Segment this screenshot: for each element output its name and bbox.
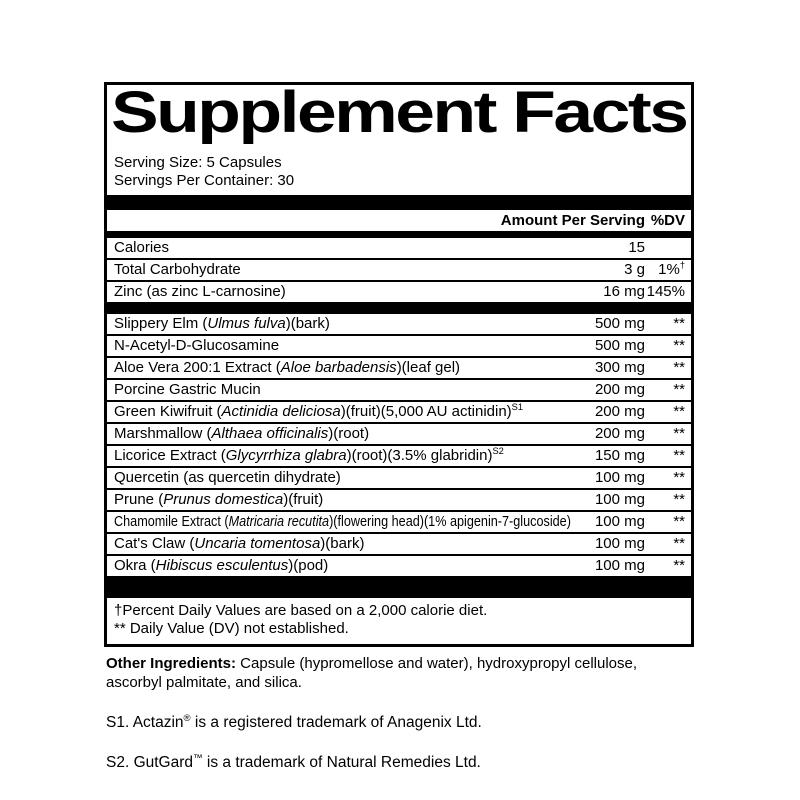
serving-size: Serving Size: 5 Capsules — [114, 154, 282, 171]
dv-column-header: %DV — [650, 212, 685, 229]
table-row — [107, 314, 691, 336]
other-ingredients-text: Capsule (hypromellose and water), hydroxypropyl cellulose, ascorbyl palmitate, and silica. — [106, 655, 638, 691]
servings-per-container: Servings Per Container: 30 — [114, 172, 295, 189]
ingredient-rows — [107, 314, 691, 578]
table-row — [107, 358, 691, 380]
table-row — [107, 424, 691, 446]
ingredient-name: Total Carbohydrate — [114, 261, 241, 278]
ingredient-amount: 100 mg — [594, 535, 645, 552]
footnote-divider-bar — [107, 578, 691, 598]
trademark-s2: S2. GutGard™ is a trademark of Natural Remedies Ltd. — [106, 752, 481, 771]
ingredient-amount: 100 mg — [594, 513, 645, 530]
ingredient-name: Calories — [114, 239, 170, 256]
ingredient-name: Aloe Vera 200:1 Extract (Aloe barbadensis)(leaf gel) — [114, 359, 461, 376]
ingredient-dv: ** — [673, 469, 685, 486]
table-header-row — [107, 210, 691, 231]
table-row — [107, 402, 691, 424]
ingredient-name: Slippery Elm (Ulmus fulva)(bark) — [114, 315, 330, 332]
ingredient-name: Green Kiwifruit (Actinidia deliciosa)(fruit)(5,000 AU actinidin)$^{S1}$ — [114, 402, 524, 420]
table-row — [107, 468, 691, 490]
ingredient-amount: 500 mg — [594, 315, 645, 332]
ingredient-amount: 200 mg — [594, 425, 645, 442]
ingredient-name: N-Acetyl-D-Glucosamine — [114, 337, 280, 354]
ingredient-dv: ** — [673, 491, 685, 508]
table-row — [107, 512, 691, 534]
ingredient-name: Cat's Claw (Uncaria tomentosa)(bark) — [114, 535, 365, 552]
ingredient-dv: ** — [673, 535, 685, 552]
ingredient-amount: 100 mg — [594, 557, 645, 574]
ingredient-name: Okra (Hibiscus esculentus)(pod) — [114, 557, 329, 574]
ingredient-amount: 200 mg — [594, 403, 645, 420]
table-row — [107, 446, 691, 468]
table-row — [107, 260, 691, 282]
ingredient-dv: ** — [673, 359, 685, 376]
ingredient-name: Marshmallow (Althaea officinalis)(root) — [114, 425, 370, 442]
table-row — [107, 282, 691, 304]
ingredient-amount: 200 mg — [594, 381, 645, 398]
other-ingredients-label: Other Ingredients: — [106, 655, 237, 672]
nutrient-rows — [107, 238, 691, 304]
ingredient-dv: 1%† — [658, 260, 685, 278]
ingredient-name: Licorice Extract (Glycyrrhiza glabra)(root)(3.5% glabridin)$^{S2}$ — [114, 446, 504, 464]
ingredient-dv: ** — [673, 315, 685, 332]
ingredient-amount: 15 — [628, 239, 645, 256]
panel-title-row — [107, 85, 691, 154]
ingredient-name: Zinc (as zinc L-carnosine) — [114, 283, 286, 300]
table-row — [107, 534, 691, 556]
ingredient-dv: ** — [673, 337, 685, 354]
ingredient-name: Quercetin (as quercetin dihydrate) — [114, 469, 341, 486]
section-divider-bar — [107, 195, 691, 210]
footnote-dv-not-established: ** Daily Value (DV) not established. — [114, 620, 349, 637]
table-row — [107, 380, 691, 402]
header-divider-bar — [107, 231, 691, 238]
ingredient-amount: 16 mg — [603, 283, 645, 300]
ingredient-dv: ** — [673, 425, 685, 442]
ingredient-amount: 3 g — [624, 261, 645, 278]
ingredient-amount: 500 mg — [594, 337, 645, 354]
table-row — [107, 238, 691, 260]
footnotes — [107, 598, 691, 644]
table-row — [107, 490, 691, 512]
supplement-facts-panel — [104, 82, 694, 647]
ingredient-name: Prune (Prunus domestica)(fruit) — [114, 491, 324, 508]
nutrient-divider-bar — [107, 304, 691, 314]
ingredient-amount: 300 mg — [594, 359, 645, 376]
ingredient-dv: ** — [673, 557, 685, 574]
ingredient-dv: ** — [673, 513, 685, 530]
supplement-facts-title: Supplement Facts — [111, 85, 687, 145]
ingredient-amount: 100 mg — [594, 491, 645, 508]
ingredient-amount: 150 mg — [594, 447, 645, 464]
supplement-label — [104, 82, 694, 772]
footnote-daily-values: †Percent Daily Values are based on a 2,000 calorie diet. — [114, 602, 488, 619]
ingredient-dv: ** — [673, 403, 685, 420]
ingredient-amount: 100 mg — [594, 469, 645, 486]
ingredient-dv: 145% — [646, 283, 685, 300]
amount-column-header: Amount Per Serving — [500, 212, 645, 229]
table-row — [107, 336, 691, 358]
ingredient-name: Chamomile Extract (Matricaria recutita)(flowering head)(1% apigenin-7-glucoside) — [114, 513, 571, 530]
ingredient-dv: ** — [673, 381, 685, 398]
table-row — [107, 556, 691, 578]
ingredient-name: Porcine Gastric Mucin — [114, 381, 261, 398]
ingredient-dv: ** — [673, 447, 685, 464]
other-ingredients — [106, 654, 641, 692]
trademark-s1: S1. Actazin® is a registered trademark of Anagenix Ltd. — [106, 712, 482, 731]
